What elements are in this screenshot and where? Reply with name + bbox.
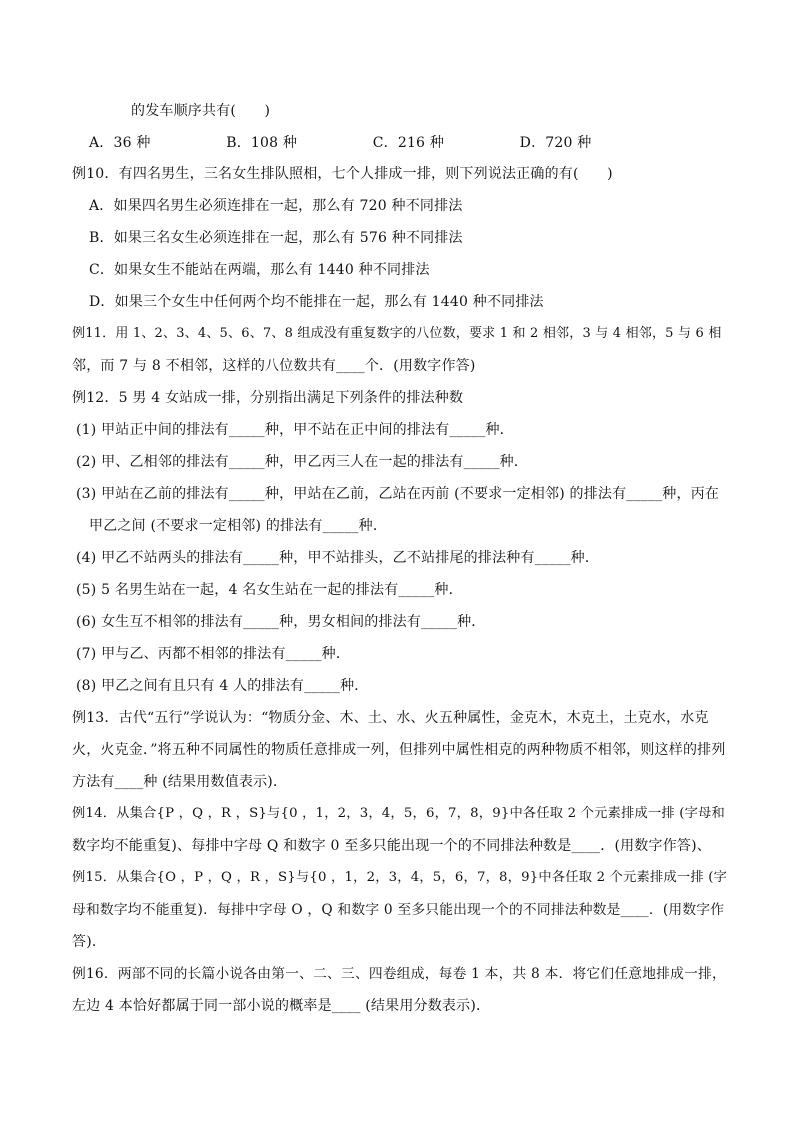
question-12-part-2: (2) 甲、乙相邻的排法有_____种，甲乙丙三人在一起的排法有_____种．	[76, 454, 529, 470]
question-12-part-3: (3) 甲站在乙前的排法有_____种，甲站在乙前，乙站在丙前 (不要求一定相邻) 的排法有_____种，丙在	[76, 486, 720, 502]
question-12-stem: 例12．5 男 4 女站成一排，分别指出满足下列条件的排法种数	[72, 390, 464, 406]
question-11-line-1: 例11．用 1、2、3、4、5、6、7、8 组成没有重复数字的八位数，要求 1 和 2 相邻，3 与 4 相邻，5 与 6 相	[72, 326, 722, 341]
question-13-line-3: 方法有____种 (结果用数值表示)．	[72, 774, 288, 790]
option-a: A．如果四名男生必须连排在一起，那么有 720 种不同排法	[89, 198, 463, 214]
question-13-line-2: 火，火克金．”将五种不同属性的物质任意排成一列，但排列中属性相克的两种物质不相邻，则这样的排列	[72, 742, 726, 758]
question-12-part-5: (5) 5 名男生站在一起，4 名女生站在一起的排法有_____种．	[76, 582, 463, 598]
options-row: A．36 种 B．108 种 C．216 种 D．720 种	[89, 135, 592, 151]
question-11-line-2: 邻，而 7 与 8 不相邻，这样的八位数共有____个．(用数字作答)	[72, 358, 476, 374]
question-12-part-8: (8) 甲乙之间有且只有 4 人的排法有_____种．	[76, 678, 369, 694]
question-10-stem: 例10．有四名男生，三名女生排队照相，七个人排成一排，则下列说法正确的有( )	[72, 166, 613, 182]
question-14-line-1: 例14．从集合{P ，Q ，R ，S}与{0 ，1，2，3，4，5，6，7，8，9}中各任取 2 个元素排成一排 (字母和	[72, 806, 725, 821]
question-16-line-1: 例16．两部不同的长篇小说各由第一、二、三、四卷组成，每卷 1 本，共 8 本．将它们任意地排成一排，	[72, 966, 726, 982]
question-15-line-1: 例15．从集合{O ，P ，Q ，R ，S}与{0 ，1，2，3，4，5，6，7，8，9}中各任取 2 个元素排成一排 (字	[72, 870, 728, 885]
option-c: C．如果女生不能站在两端，那么有 1440 种不同排法	[89, 262, 430, 278]
question-15-line-2: 母和数字均不能重复)．每排中字母 O ，Q 和数字 0 至多只能出现一个的不同排法种数是____．(用数字作	[72, 902, 725, 918]
question-12-part-6: (6) 女生互不相邻的排法有_____种，男女相间的排法有_____种．	[76, 614, 486, 630]
question-14-line-2: 数字均不能重复)、每排中字母 Q 和数字 0 至多只能出现一个的不同排法种数是____．(用数字作答)、	[72, 838, 711, 854]
question-12-part-3-cont: 甲乙之间 (不要求一定相邻) 的排法有_____种．	[89, 518, 388, 534]
question-12-part-4: (4) 甲乙不站两头的排法有_____种，甲不站排头，乙不站排尾的排法种有_____种．	[76, 550, 600, 566]
question-12-part-1: (1) 甲站正中间的排法有_____种，甲不站在正中间的排法有_____种．	[76, 422, 514, 438]
question-15-line-3: 答)．	[72, 934, 107, 950]
text-line: 的发车顺序共有( )	[131, 103, 271, 119]
option-b: B．如果三名女生必须连排在一起，那么有 576 种不同排法	[89, 230, 463, 246]
option-d: D．如果三个女生中任何两个均不能排在一起，那么有 1440 种不同排法	[89, 294, 544, 310]
question-13-line-1: 例13．古代“五行”学说认为：“物质分金、木、土、水、火五种属性，金克木，木克土，土克水，水克	[72, 710, 709, 726]
question-16-line-2: 左边 4 本恰好都属于同一部小说的概率是____ (结果用分数表示)．	[72, 998, 491, 1014]
question-12-part-7: (7) 甲与乙、丙都不相邻的排法有_____种．	[76, 646, 351, 662]
